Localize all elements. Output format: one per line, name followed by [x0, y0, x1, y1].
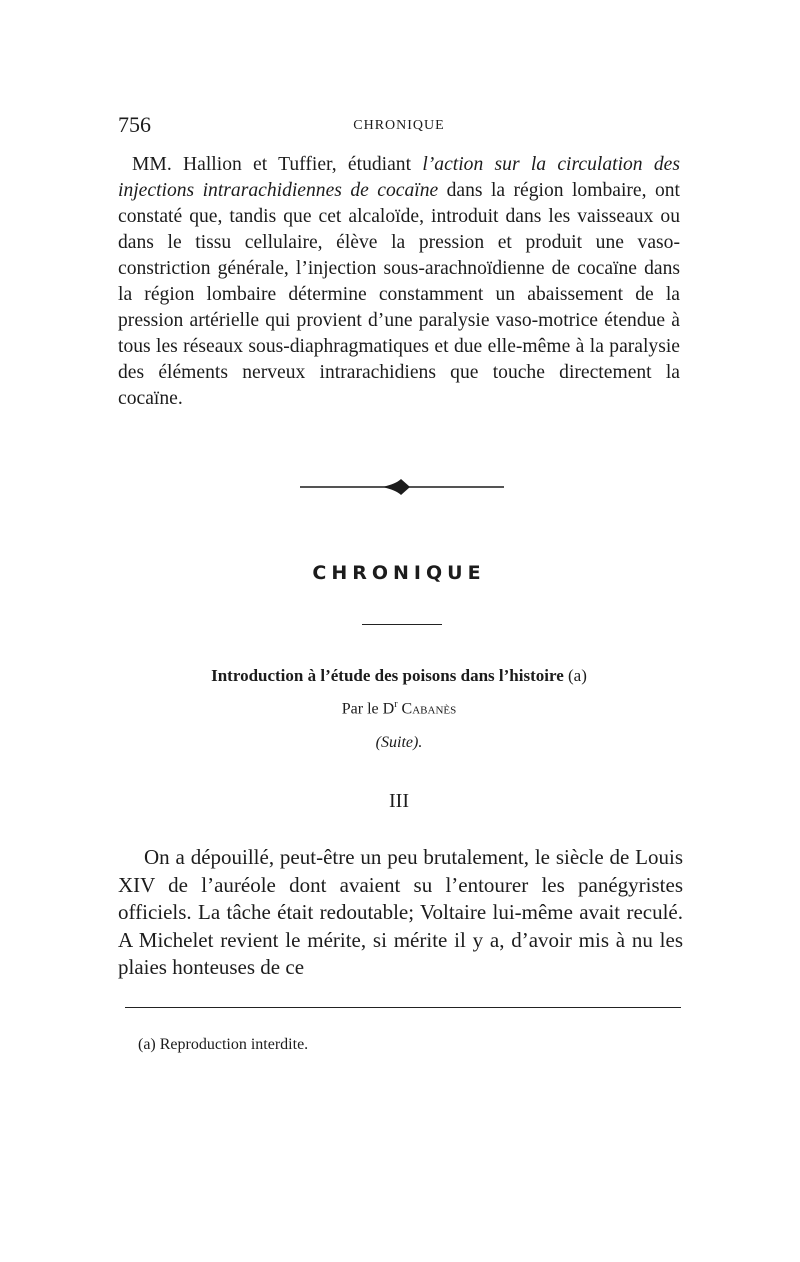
title-rule [362, 624, 442, 625]
section-divider-ornament [300, 478, 504, 496]
footnote: (a) Reproduction interdite. [138, 1036, 309, 1053]
paragraph-text-start: MM. Hallion et Tuffier, étudiant [132, 154, 423, 175]
paragraph-hallion-tuffier [118, 152, 680, 412]
paragraph-text-end: dans la région lombaire, ont constaté que, tandis que cet alcaloïde, introduit dans les vaisseaux ou dans le tissu cellulaire, élève la pression et produit une vaso-constriction générale, l’injection sous-arachnoïdienne de cocaïne dans la région lombaire détermine constamment un abaissement de la pression artérielle qui provient d’une paralysie vaso-motrice étendue à tous les réseaux sous-diaphragmatiques et due elle-même à la paralysie des éléments nerveux intrarachidiens que touche directement la cocaïne. [118, 180, 680, 409]
page-header [118, 112, 680, 142]
section-title: CHRONIQUE [312, 562, 486, 584]
byline [118, 699, 680, 718]
article-title [118, 666, 680, 686]
continuation-note: (Suite). [375, 734, 423, 751]
author-name: Cabanès [401, 700, 457, 718]
byline-superscript: r [394, 699, 398, 710]
footnote-rule [125, 1007, 681, 1008]
page-number: 756 [118, 112, 151, 137]
running-head: CHRONIQUE [353, 118, 445, 133]
article-title-text: Introduction à l’étude des poisons dans l’histoire [211, 666, 564, 685]
paragraph-louis-xiv: On a dépouillé, peut-être un peu brutalement, le siècle de Louis XIV de l’auréole dont avaient su l’entourer les panégyristes officiels. La tâche était redoutable; Voltaire lui-même avait reculé. A Michelet revient le mérite, si mérite il y a, d’avoir mis à nu les plaies honteuses de ce [118, 845, 683, 980]
paragraph-italic-title: l’action sur la circulation des injections intrarachidiennes de cocaïne [118, 154, 680, 201]
footnote-mark: (a) [568, 666, 587, 685]
chapter-number: III [389, 790, 409, 812]
byline-prefix: Par le D [341, 700, 395, 718]
